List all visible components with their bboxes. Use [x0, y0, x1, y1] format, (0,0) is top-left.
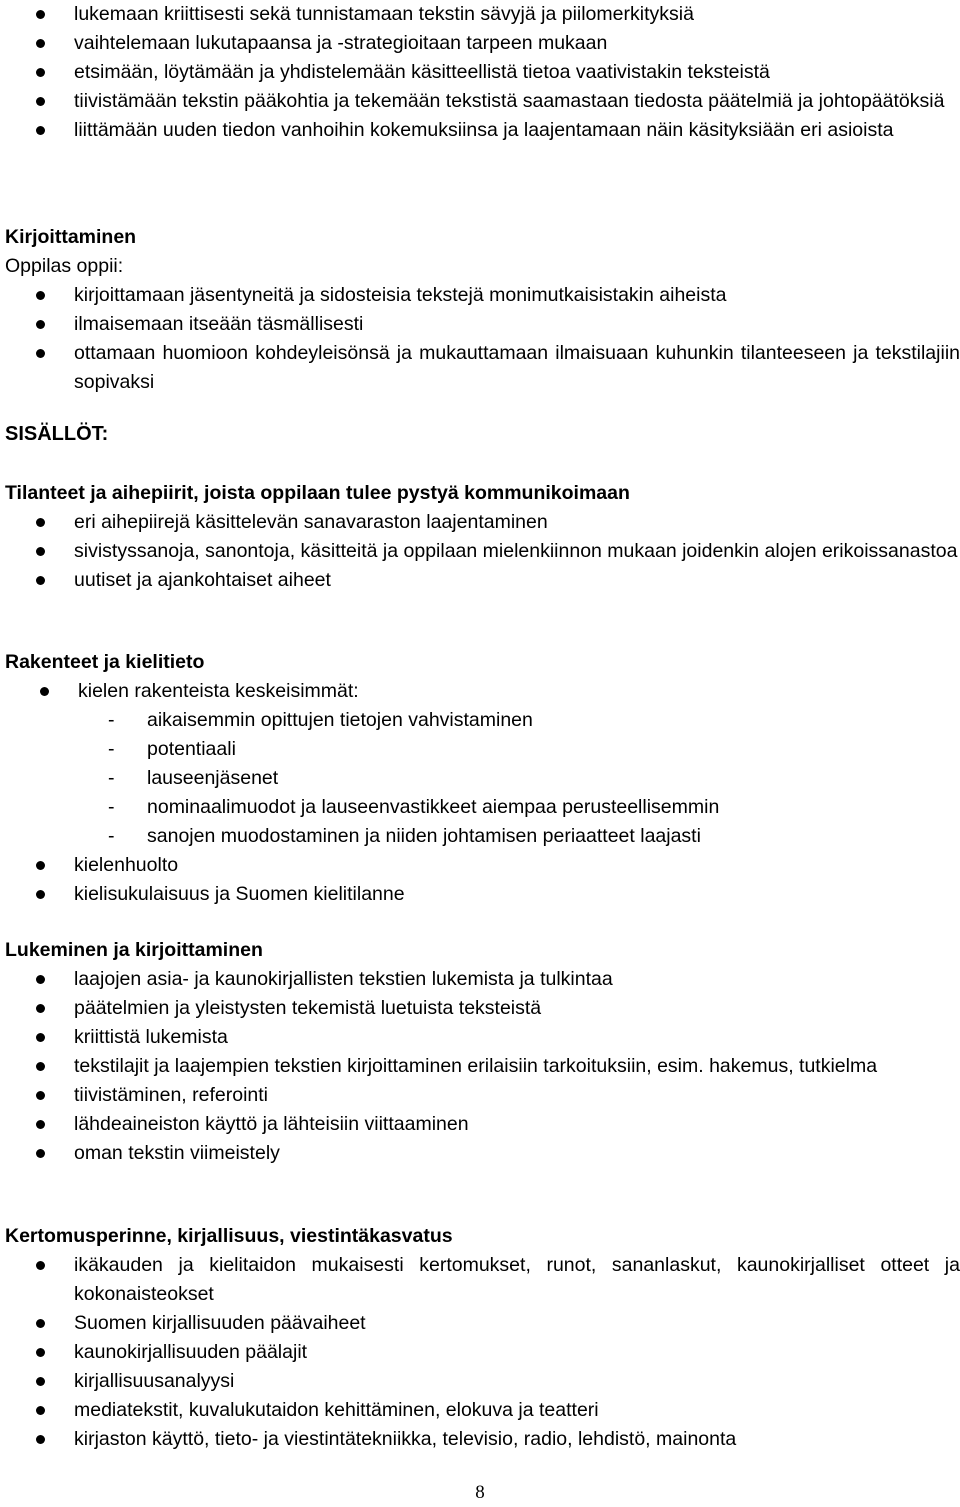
list-item: sivistyssanoja, sanontoja, käsitteitä ja oppilaan mielenkiinnon mukaan joidenkin alojen erikoissanastoa	[0, 537, 960, 566]
list-item: uutiset ja ajankohtaiset aiheet	[0, 566, 960, 595]
bullet-icon	[36, 349, 45, 358]
list-item: kirjaston käyttö, tieto- ja viestintätekniikka, televisio, radio, lehdistö, mainonta	[0, 1425, 960, 1454]
section-subtitle: Oppilas oppii:	[5, 255, 124, 277]
bullet-icon	[36, 68, 45, 77]
bullet-icon	[36, 576, 45, 585]
bullet-icon	[36, 1149, 45, 1158]
list-item: lähdeaineiston käyttö ja lähteisiin viittaaminen	[0, 1110, 960, 1139]
list-item: Suomen kirjallisuuden päävaiheet	[0, 1309, 960, 1338]
list-item: kirjoittamaan jäsentyneitä ja sidosteisia tekstejä monimutkaisistakin aiheista	[0, 281, 960, 310]
list-item: ottamaan huomioon kohdeyleisönsä ja mukauttamaan ilmaisuaan kuhunkin tilanteeseen ja tekstilajiin sopivaksi	[0, 339, 960, 397]
tilanteet-section	[0, 479, 960, 595]
list-item: kriittistä lukemista	[0, 1023, 960, 1052]
list-item: vaihtelemaan lukutapaansa ja -strategioitaan tarpeen mukaan	[0, 29, 960, 58]
sub-list-item: - sanojen muodostaminen ja niiden johtamisen periaatteet laajasti	[0, 822, 960, 851]
bullet-icon	[36, 861, 45, 870]
list-item: oman tekstin viimeistely	[0, 1139, 960, 1168]
bullet-icon	[36, 126, 45, 135]
dash-marker: -	[108, 738, 115, 760]
section-heading: Rakenteet ja kielitieto	[5, 651, 205, 673]
sisallot-heading: SISÄLLÖT:	[5, 423, 109, 445]
bullet-icon	[40, 687, 49, 696]
section-heading: Kertomusperinne, kirjallisuus, viestintäkasvatus	[5, 1225, 453, 1247]
list-item: liittämään uuden tiedon vanhoihin kokemuksiinsa ja laajentamaan näin käsityksiään eri asioista	[0, 116, 960, 145]
list-item: ilmaisemaan itseään täsmällisesti	[0, 310, 960, 339]
list-item: ikäkauden ja kielitaidon mukaisesti kertomukset, runot, sananlaskut, kaunokirjalliset otteet ja kokonaisteokset	[0, 1251, 960, 1309]
bullet-icon	[36, 39, 45, 48]
list-item: etsimään, löytämään ja yhdistelemään käsitteellistä tietoa vaativistakin teksteistä	[0, 58, 960, 87]
sub-list-item: - lauseenjäsenet	[0, 764, 960, 793]
bullet-icon	[36, 1406, 45, 1415]
list-item: laajojen asia- ja kaunokirjallisten tekstien lukemista ja tulkintaa	[0, 965, 960, 994]
sub-list-item: - nominaalimuodot ja lauseenvastikkeet aiempaa perusteellisemmin	[0, 793, 960, 822]
kirjoittaminen-section	[0, 223, 960, 397]
sub-list-item: - potentiaali	[0, 735, 960, 764]
list-item: lukemaan kriittisesti sekä tunnistamaan tekstin sävyjä ja piilomerkityksiä	[0, 0, 960, 29]
bullet-icon	[36, 1004, 45, 1013]
bullet-icon	[36, 1377, 45, 1386]
list-item: kirjallisuusanalyysi	[0, 1367, 960, 1396]
bullet-icon	[36, 1091, 45, 1100]
list-item: kielisukulaisuus ja Suomen kielitilanne	[0, 880, 960, 909]
bullet-icon	[36, 320, 45, 329]
bullet-icon	[36, 1319, 45, 1328]
bullet-icon	[36, 97, 45, 106]
list-item: tekstilajit ja laajempien tekstien kirjoittaminen erilaisiin tarkoituksiin, esim. hakemus, tutkielma	[0, 1052, 960, 1081]
list-item: mediatekstit, kuvalukutaidon kehittäminen, elokuva ja teatteri	[0, 1396, 960, 1425]
bullet-icon	[36, 1033, 45, 1042]
list-item: kielenhuolto	[0, 851, 960, 880]
section-heading: Lukeminen ja kirjoittaminen	[5, 939, 263, 961]
sub-list-item: - aikaisemmin opittujen tietojen vahvistaminen	[0, 706, 960, 735]
bullet-icon	[36, 975, 45, 984]
list-item: kielen rakenteista keskeisimmät:	[0, 677, 960, 706]
intro-list	[0, 0, 960, 145]
page-number: 8	[475, 1482, 485, 1503]
rakenteet-section	[0, 648, 960, 909]
dash-marker: -	[108, 767, 115, 789]
bullet-icon	[36, 10, 45, 19]
list-item: tiivistämään tekstin pääkohtia ja tekemään tekstistä saamastaan tiedosta päätelmiä ja johtopäätöksiä	[0, 87, 960, 116]
section-heading: Kirjoittaminen	[5, 226, 137, 248]
bullet-icon	[36, 1120, 45, 1129]
bullet-icon	[36, 890, 45, 899]
bullet-icon	[36, 1062, 45, 1071]
list-item: päätelmien ja yleistysten tekemistä luetuista teksteistä	[0, 994, 960, 1023]
list-item: eri aihepiirejä käsittelevän sanavaraston laajentaminen	[0, 508, 960, 537]
kertomusperinne-section	[0, 1222, 960, 1454]
bullet-icon	[36, 547, 45, 556]
bullet-icon	[36, 1435, 45, 1444]
lukeminen-section	[0, 936, 960, 1168]
bullet-icon	[36, 291, 45, 300]
bullet-icon	[36, 1261, 45, 1270]
dash-marker: -	[108, 709, 115, 731]
dash-marker: -	[108, 825, 115, 847]
dash-marker: -	[108, 796, 115, 818]
list-item: tiivistäminen, referointi	[0, 1081, 960, 1110]
list-item: kaunokirjallisuuden päälajit	[0, 1338, 960, 1367]
bullet-icon	[36, 1348, 45, 1357]
bullet-icon	[36, 518, 45, 527]
section-heading: Tilanteet ja aihepiirit, joista oppilaan tulee pystyä kommunikoimaan	[5, 482, 630, 504]
